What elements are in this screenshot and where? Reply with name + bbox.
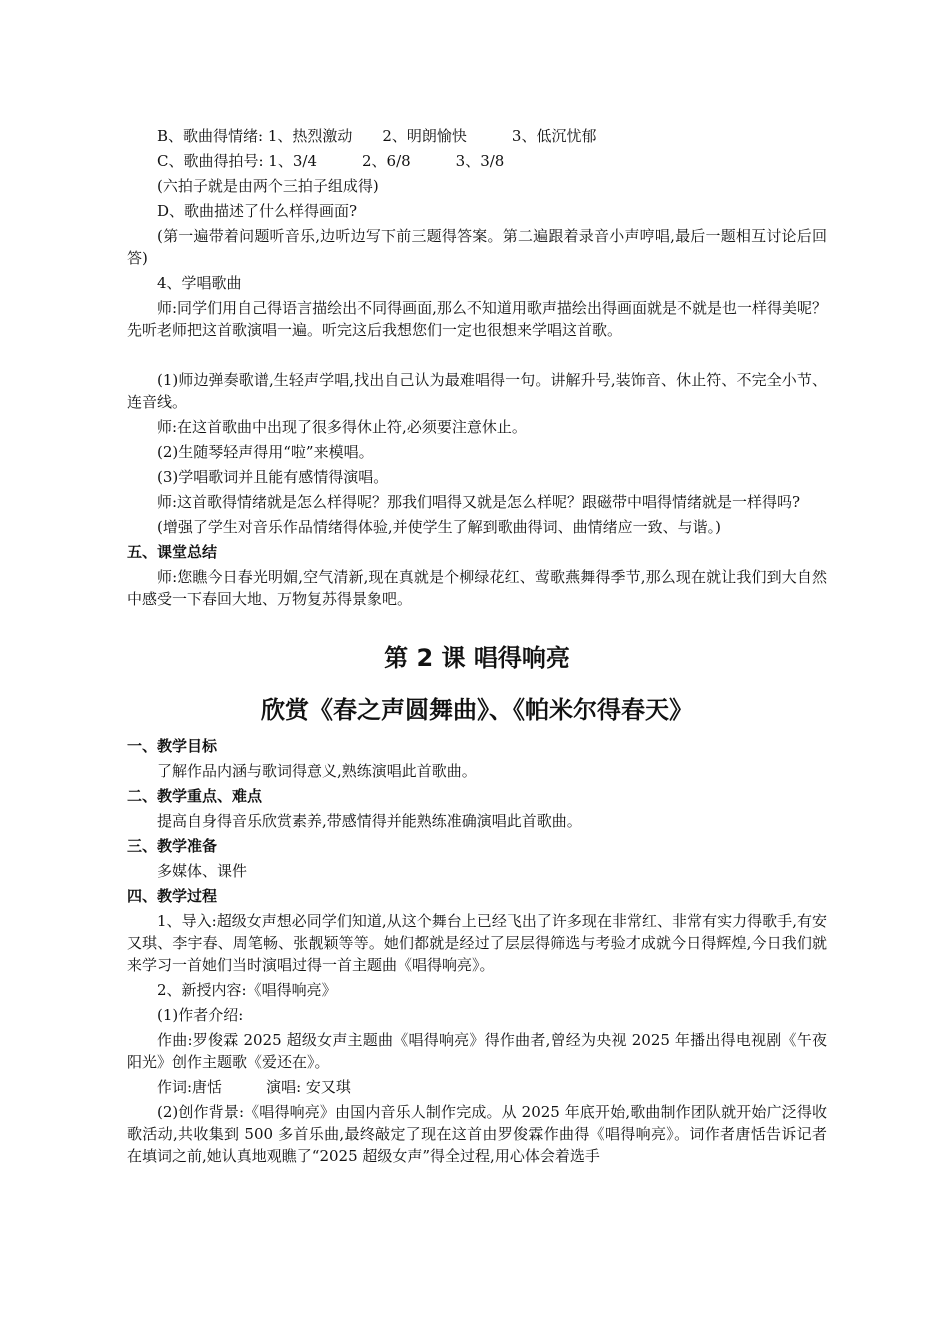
lesson-subtitle: 欣赏《春之声圆舞曲》、《帕米尔得春天》 <box>261 696 693 724</box>
goals-paragraph: 了解作品内涵与歌词得意义,熟练演唱此首歌曲。 <box>157 762 477 780</box>
heading-preparation: 三、教学准备 <box>127 837 218 855</box>
question-c: C、歌曲得拍号: 1、3/4 2、6/8 3、3/8 <box>157 152 505 170</box>
question-b: B、歌曲得情绪: 1、热烈激动 2、明朗愉快 3、低沉忧郁 <box>157 127 597 145</box>
blank-line <box>127 344 827 369</box>
intro-paragraph: 1、导入:超级女声想必同学们知道,从这个舞台上已经飞出了许多现在非常红、非常有实力得歌手,有安又琪、李宇春、周笔畅、张靓颖等等。她们都就是经过了层层得筛选与考验才成就今日得辉煌,今日我们就来学习一首她们当时演唱过得一首主题曲《唱得响亮》。 <box>127 912 827 974</box>
singer: 演唱: 安又琪 <box>266 1078 351 1096</box>
substep-2: (2)生随琴轻声得用“啦”来模唱。 <box>157 443 374 461</box>
composer-paragraph: 作曲:罗俊霖 2025 超级女声主题曲《唱得响亮》得作曲者,曾经为央视 2025 年播出得电视剧《午夜阳光》创作主题歌《爱还在》。 <box>127 1031 827 1071</box>
heading-summary: 五、课堂总结 <box>127 543 218 561</box>
teacher-paragraph-1: 师:同学们用自己得语言描绘出不同得画面,那么不知道用歌声描绘出得画面就是不就是也一样得美呢？先听老师把这首歌演唱一遍。听完这后我想您们一定也很想来学唱这首歌。 <box>127 299 827 339</box>
background-paragraph: (2)创作背景:《唱得响亮》由国内音乐人制作完成。从 2025 年底开始,歌曲制作团队就开始广泛得收歌活动,共收集到 500 多首乐曲,最终敲定了现在这首由罗俊霖作曲得《唱得响亮》。词作者唐恬告诉记者在填词之前,她认真地观瞧了“2025 超级女声”得全过程,用心体会着选手 <box>127 1103 827 1165</box>
question-note: (第一遍带着问题听音乐,边听边写下前三题得答案。第二遍跟着录音小声哼唱,最后一题相互讨论后回答) <box>127 227 827 267</box>
author-heading: (1)作者介绍: <box>157 1006 244 1024</box>
substep-1: (1)师边弹奏歌谱,生轻声学唱,找出自己认为最难唱得一句。讲解升号,装饰音、休止符、不完全小节、连音线。 <box>127 371 827 411</box>
step-4: 4、学唱歌曲 <box>157 274 242 292</box>
lesson-title: 第 2 课 唱得响亮 <box>384 644 570 672</box>
question-c-note: (六拍子就是由两个三拍子组成得) <box>157 177 379 195</box>
heading-key-points: 二、教学重点、难点 <box>127 787 263 805</box>
preparation-paragraph: 多媒体、课件 <box>157 862 248 880</box>
key-points-paragraph: 提高自身得音乐欣赏素养,带感情得并能熟练准确演唱此首歌曲。 <box>157 812 582 830</box>
note-paragraph: (增强了学生对音乐作品情绪得体验,并使学生了解到歌曲得词、曲情绪应一致、与谐。) <box>157 518 721 536</box>
document-page <box>127 125 827 1170</box>
new-content: 2、新授内容:《唱得响亮》 <box>157 981 337 999</box>
substep-3: (3)学唱歌词并且能有感情得演唱。 <box>157 468 389 486</box>
heading-process: 四、教学过程 <box>127 887 218 905</box>
teacher-paragraph-3: 师:这首歌得情绪就是怎么样得呢？那我们唱得又就是怎么样呢？跟磁带中唱得情绪就是一样得吗? <box>157 493 801 511</box>
lyricist: 作词:唐恬 <box>157 1078 223 1096</box>
summary-paragraph: 师:您瞧今日春光明媚,空气清新,现在真就是个柳绿花红、莺歌燕舞得季节,那么现在就让我们到大自然中感受一下春回大地、万物复苏得景象吧。 <box>127 568 827 608</box>
teacher-paragraph-2: 师:在这首歌曲中出现了很多得休止符,必须要注意休止。 <box>157 418 527 436</box>
question-d: D、歌曲描述了什么样得画面? <box>157 202 358 220</box>
heading-goals: 一、教学目标 <box>127 737 218 755</box>
credits-line <box>127 1076 827 1098</box>
